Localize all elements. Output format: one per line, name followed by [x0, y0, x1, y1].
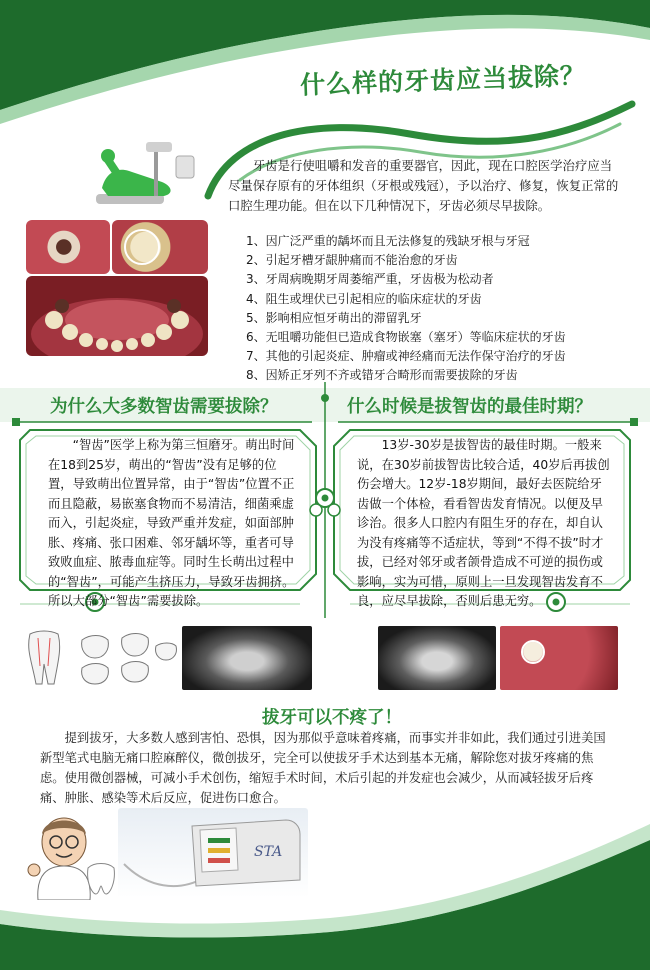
list-item: 2、引起牙槽牙龈肿痛而不能治愈的牙齿: [246, 253, 458, 268]
page-title: 什么样的牙齿应当拔除？: [299, 60, 587, 100]
wisdom-tooth-photo: [500, 626, 618, 690]
molar-crown-photo: [112, 220, 208, 274]
painless-title: 拔牙可以不疼了！: [262, 708, 402, 728]
list-item: 8、因矫正牙列不齐或错牙合畸形而需要拔除的牙齿: [246, 368, 518, 383]
list-item: 7、其他的引起炎症、肿瘤或神经痛而无法作保守治疗的牙齿: [246, 349, 566, 364]
lower-teeth-illustration: [26, 276, 208, 356]
list-item: 4、阻生或埋伏已引起相应的临床症状的牙齿: [246, 291, 482, 306]
intro-paragraph: 牙齿是行使咀嚼和发音的重要器官，因此，现在口腔医学治疗应当尽量保存原有的牙体组织（牙根或残冠），予以治疗、修复，恢复正常的口腔生理功能。但在以下几种情况下，牙齿必须尽早拔除。: [228, 158, 619, 213]
sta-logo-text: STA: [254, 844, 283, 860]
panoramic-xray-left: [182, 626, 312, 690]
list-item: 3、牙周病晚期牙周萎缩严重，牙齿极为松动者: [246, 272, 494, 287]
cartoon-doctor-illustration: [26, 808, 118, 900]
right-section-text: 13岁-30岁是拔智齿的最佳时期。一般来说，在30岁前拔智齿比较合适，40岁后再拔创伤会增大。12岁-18岁期间，最好去医院给牙齿做一个体检，看看智齿发育情况。以便及早诊治。很多人口腔内有阻生牙的存在，却自认为没有疼痛等不适症状，等到“不得不拔”时才拔，已经对邻牙或者颌骨造成不可逆的损伤或影响，实为可惜，原则上一旦发现智齿发育不良，应尽早拔除，否则后患无穷。: [357, 438, 610, 608]
painless-paragraph: 提到拔牙，大多数人感到害怕、恐惧，因为那似乎意味着疼痛，而事实并非如此，我们通过引进美国新型笔式电脑无痛口腔麻醉仪，微创拔牙，完全可以使拔牙手术达到基本无痛，解除您对拔牙疼痛的焦虑。使用微创器械，可减小手术创伤，缩短手术时间，术后引起的并发症也会减少，从而减轻拔牙后疼痛、肿胀、感染等术后反应，促进伤口愈合。: [40, 731, 606, 805]
sta-device-illustration: [118, 808, 308, 898]
extraction-cause-list: [246, 232, 631, 386]
highlight-ring-icon: [112, 220, 208, 274]
sta-anesthesia-device-photo: [118, 808, 308, 898]
left-section-title: 为什么大多数智齿需要拔除？: [50, 397, 278, 417]
list-item: 6、无咀嚼功能但已造成食物嵌塞（塞牙）等临床症状的牙齿: [246, 330, 566, 345]
panoramic-xray-right: [378, 626, 496, 690]
left-section-text: “智齿”医学上称为第三恒磨牙。萌出时间在18到25岁，萌出的“智齿”没有足够的位置，导致萌出位置异常，由于“智齿”位置不正而且隐蔽，易嵌塞食物而不易清洁，细菌乘虚而入，引起炎症，导致严重并发症，如面部肿胀、疼痛、张口困难、邻牙龋坏等，重者可导致败血症、脓毒血症等。同时生长萌出过程中的“智齿”，可能产生挤压力，导致牙齿拥挤。所以大部分“智齿”需要拔除。: [48, 438, 295, 608]
tooth-anatomy-diagram: [22, 626, 178, 688]
right-section-title: 什么时候是拔智齿的最佳时期？: [347, 397, 592, 417]
highlight-ring-icon: [500, 626, 618, 690]
lower-jaw-photo: [26, 276, 208, 356]
dental-chair-icon: [92, 138, 200, 210]
list-item: 1、因广泛严重的龋坏而且无法修复的残缺牙根与牙冠: [246, 234, 530, 248]
list-item: 5、影响相应恒牙萌出的滞留乳牙: [246, 310, 422, 325]
decayed-tooth-photo: [26, 220, 110, 274]
